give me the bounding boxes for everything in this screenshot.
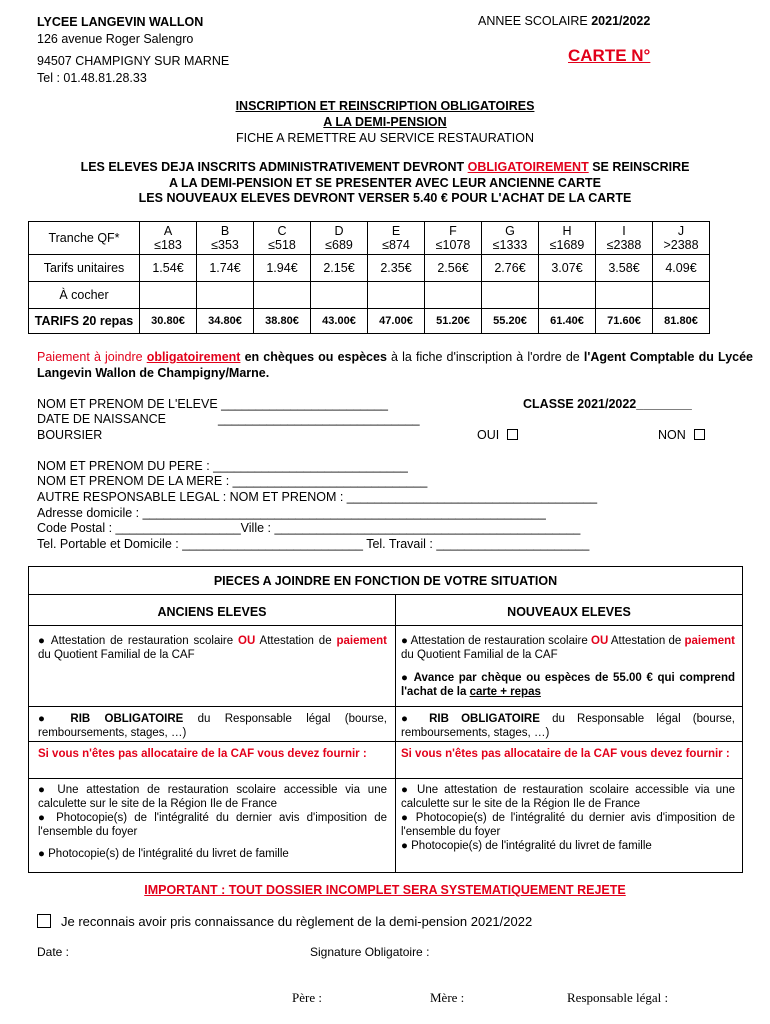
tranche-letter: I bbox=[622, 224, 626, 238]
title-line-3: FICHE A REMETTRE AU SERVICE RESTAURATION bbox=[236, 131, 534, 145]
tarif-unitaire: 4.09€ bbox=[653, 255, 710, 282]
notice-1a: LES ELEVES DEJA INSCRITS ADMINISTRATIVEMENT DEVRONT bbox=[80, 160, 468, 174]
tranche-qf: ≤1333 bbox=[492, 238, 528, 252]
tarif-20-repas: 55.20€ bbox=[482, 309, 539, 334]
signature-label: Signature Obligatoire : bbox=[310, 945, 430, 959]
carte-number: CARTE N° bbox=[568, 46, 651, 65]
attestation-text: du Quotient Familial de la CAF bbox=[38, 649, 195, 661]
ou-label: OU bbox=[591, 635, 609, 647]
tranche-letter: G bbox=[505, 224, 515, 238]
tarif-20-repas: 71.60€ bbox=[596, 309, 653, 334]
tarif-20-repas: 47.00€ bbox=[368, 309, 425, 334]
cocher-cell[interactable] bbox=[311, 282, 368, 309]
tranche-h bbox=[539, 222, 596, 255]
attestation-text: Attestation de bbox=[608, 635, 685, 647]
cocher-cell[interactable] bbox=[197, 282, 254, 309]
tranche-f bbox=[425, 222, 482, 255]
list-item: ● Photocopie(s) de l'intégralité du dernier avis d'imposition de l'ensemble du foyer bbox=[401, 812, 735, 838]
date-label: Date : bbox=[37, 945, 70, 959]
tarif-unitaire: 2.35€ bbox=[368, 255, 425, 282]
acknowledgement[interactable] bbox=[37, 914, 532, 929]
school-year bbox=[478, 14, 650, 28]
tranche-qf: ≤518 bbox=[268, 238, 296, 252]
notice-3: LES NOUVEAUX ELEVES DEVRONT VERSER 5.40 € POUR L'ACHAT DE LA CARTE bbox=[138, 191, 632, 205]
school-year-value: 2021/2022 bbox=[591, 14, 651, 28]
boursier-oui[interactable] bbox=[477, 428, 518, 442]
tarifs-table bbox=[28, 221, 710, 334]
tranche-letter: J bbox=[677, 224, 685, 238]
tarif-unitaire: 2.76€ bbox=[482, 255, 539, 282]
divider bbox=[29, 741, 742, 742]
tarif-20-repas: 61.40€ bbox=[539, 309, 596, 334]
acknowledgement-checkbox[interactable] bbox=[37, 914, 51, 928]
t20-label: TARIFS 20 repas bbox=[29, 309, 140, 334]
anciens-header: ANCIENS ELEVES bbox=[157, 605, 267, 619]
classe-field[interactable]: CLASSE 2021/2022________ bbox=[523, 397, 692, 411]
tranche-e bbox=[368, 222, 425, 255]
form-title bbox=[0, 98, 770, 146]
payment-instructions bbox=[37, 349, 753, 381]
rib-text: du Responsable légal (bourse, remboursements, stages, …) bbox=[401, 713, 735, 739]
payment-text-2: à la fiche d'inscription à l'ordre de bbox=[386, 350, 584, 364]
paiement-label: paiement bbox=[684, 635, 735, 647]
tranche-qf: ≤689 bbox=[325, 238, 353, 252]
ou-label: OU bbox=[238, 635, 256, 647]
payment-mode: en chèques ou espèces bbox=[240, 350, 387, 364]
pieces-title: PIECES A JOINDRE EN FONCTION DE VOTRE SITUATION bbox=[213, 574, 558, 588]
tarif-unitaire: 1.94€ bbox=[254, 255, 311, 282]
tranche-j bbox=[653, 222, 710, 255]
mere-field[interactable]: NOM ET PRENOM DE LA MERE : ____________________________ bbox=[37, 474, 428, 488]
tranche-letter: E bbox=[391, 224, 401, 238]
rib-label: ● RIB OBLIGATOIRE bbox=[401, 713, 540, 725]
list-item: ● Une attestation de restauration scolaire accessible via une calculette sur le site de la Région Ile de France bbox=[38, 784, 387, 810]
tranche-a bbox=[140, 222, 197, 255]
school-city: 94507 CHAMPIGNY SUR MARNE bbox=[37, 54, 230, 68]
payment-payee: l'Agent Comptable du Lycée Langevin Wallon de Champigny/Marne. bbox=[37, 350, 754, 380]
oui-checkbox[interactable] bbox=[507, 429, 518, 440]
tranche-letter: D bbox=[334, 224, 344, 238]
column-divider bbox=[395, 594, 396, 872]
tranche-b bbox=[197, 222, 254, 255]
acknowledgement-text: Je reconnais avoir pris connaissance du règlement de la demi-pension 2021/2022 bbox=[61, 914, 533, 929]
tranche-qf: ≤874 bbox=[382, 238, 410, 252]
code-postal-ville-field[interactable]: Code Postal : __________________Ville : ____________________________________________ bbox=[37, 521, 581, 535]
title-line-1: INSCRIPTION ET REINSCRIPTION OBLIGATOIRES bbox=[235, 99, 535, 113]
anciens-attestation bbox=[38, 634, 387, 662]
nouveaux-header: NOUVEAUX ELEVES bbox=[507, 605, 631, 619]
tranche-i bbox=[596, 222, 653, 255]
telephone-field[interactable]: Tel. Portable et Domicile : __________________________ Tel. Travail : ______________________ bbox=[37, 537, 590, 551]
autre-responsable-field[interactable]: AUTRE RESPONSABLE LEGAL : NOM ET PRENOM : ____________________________________ bbox=[37, 490, 598, 504]
attestation-text: du Quotient Familial de la CAF bbox=[401, 649, 558, 661]
important-warning: IMPORTANT : TOUT DOSSIER INCOMPLET SERA SYSTEMATIQUEMENT REJETE bbox=[144, 883, 626, 897]
nouveaux-rib bbox=[401, 712, 735, 740]
adresse-field[interactable]: Adresse domicile : __________________________________________________________ bbox=[37, 506, 546, 520]
paiement-label: paiement bbox=[336, 635, 387, 647]
tranche-qf: ≤1078 bbox=[435, 238, 471, 252]
school-street: 126 avenue Roger Salengro bbox=[37, 32, 194, 46]
eleve-name-field[interactable]: NOM ET PRENOM DE L'ELEVE ________________________ bbox=[37, 397, 388, 411]
avance-text: ● Avance par chèque ou espèces de 55.00 € qui comprend l'achat de la bbox=[401, 672, 735, 698]
list-item: ● Photocopie(s) de l'intégralité du dernier avis d'imposition de l'ensemble du foyer bbox=[38, 812, 387, 838]
title-line-2: A LA DEMI-PENSION bbox=[323, 115, 447, 129]
tarif-unitaire: 3.58€ bbox=[596, 255, 653, 282]
school-name: LYCEE LANGEVIN WALLON bbox=[37, 15, 204, 29]
divider bbox=[29, 625, 742, 626]
nouveaux-avance bbox=[401, 671, 735, 699]
notice-obligatoirement: OBLIGATOIREMENT bbox=[467, 160, 589, 174]
school-tel: Tel : 01.48.81.28.33 bbox=[37, 71, 147, 85]
tranche-letter: A bbox=[163, 224, 173, 238]
cocher-cell[interactable] bbox=[539, 282, 596, 309]
non-label: NON bbox=[658, 428, 686, 442]
avance-carte-repas: carte + repas bbox=[469, 686, 541, 698]
divider bbox=[29, 594, 742, 595]
pieces-box bbox=[28, 566, 743, 873]
tranche-letter: H bbox=[562, 224, 572, 238]
tranche-c bbox=[254, 222, 311, 255]
signature-mere[interactable]: Mère : bbox=[430, 990, 465, 1005]
payment-text-1: Paiement à joindre bbox=[37, 350, 147, 364]
cocher-cell[interactable] bbox=[254, 282, 311, 309]
cocher-cell[interactable] bbox=[596, 282, 653, 309]
tarif-unitaire: 3.07€ bbox=[539, 255, 596, 282]
cocher-cell[interactable] bbox=[425, 282, 482, 309]
tarif-20-repas: 38.80€ bbox=[254, 309, 311, 334]
list-item: ● Photocopie(s) de l'intégralité du livret de famille bbox=[401, 840, 652, 852]
attestation-text: Attestation de bbox=[255, 635, 337, 647]
nouveaux-caf: Si vous n'êtes pas allocataire de la CAF vous devez fournir : bbox=[401, 748, 730, 760]
divider bbox=[29, 778, 742, 779]
naissance-field[interactable]: _____________________________ bbox=[218, 412, 420, 426]
tranche-qf: ≤2388 bbox=[606, 238, 642, 252]
tranche-d bbox=[311, 222, 368, 255]
tarif-20-repas: 43.00€ bbox=[311, 309, 368, 334]
rib-text: du Responsable légal (bourse, remboursements, stages, …) bbox=[38, 713, 387, 739]
table-row-unit bbox=[29, 255, 710, 282]
non-checkbox[interactable] bbox=[694, 429, 705, 440]
oui-label: OUI bbox=[477, 428, 500, 442]
notice-1c: SE REINSCRIRE bbox=[588, 160, 690, 174]
cocher-label: À cocher bbox=[29, 282, 140, 309]
signature-pere[interactable]: Père : bbox=[292, 990, 322, 1005]
unit-label: Tarifs unitaires bbox=[29, 255, 140, 282]
tranche-letter: B bbox=[220, 224, 230, 238]
school-address bbox=[37, 14, 229, 87]
nouveaux-list bbox=[401, 783, 735, 853]
notice-2: A LA DEMI-PENSION ET SE PRESENTER AVEC LEUR ANCIENNE CARTE bbox=[169, 175, 601, 190]
tarif-20-repas: 30.80€ bbox=[140, 309, 197, 334]
tranche-qf: >2388 bbox=[663, 238, 699, 252]
cocher-cell[interactable] bbox=[482, 282, 539, 309]
boursier-label: BOURSIER bbox=[37, 428, 103, 442]
payment-obligatoirement: obligatoirement bbox=[146, 350, 241, 364]
tranche-qf: ≤353 bbox=[211, 238, 239, 252]
qf-label: Tranche QF* bbox=[29, 222, 140, 255]
boursier-non[interactable] bbox=[658, 428, 705, 442]
tarif-20-repas: 51.20€ bbox=[425, 309, 482, 334]
naissance-label: DATE DE NAISSANCE bbox=[37, 412, 166, 426]
list-item: ● Photocopie(s) de l'intégralité du livret de famille bbox=[38, 848, 289, 860]
tranche-letter: C bbox=[277, 224, 287, 238]
tarif-unitaire: 1.74€ bbox=[197, 255, 254, 282]
school-year-label: ANNEE SCOLAIRE bbox=[478, 14, 592, 28]
attestation-text: ● Attestation de restauration scolaire bbox=[38, 635, 239, 647]
cocher-cell[interactable] bbox=[140, 282, 197, 309]
tarif-unitaire: 2.56€ bbox=[425, 255, 482, 282]
table-row-qf bbox=[29, 222, 710, 255]
tranche-letter: F bbox=[449, 224, 457, 238]
tranche-g bbox=[482, 222, 539, 255]
table-row-cocher bbox=[29, 282, 710, 309]
tarif-20-repas: 34.80€ bbox=[197, 309, 254, 334]
pere-field[interactable]: NOM ET PRENOM DU PERE : ____________________________ bbox=[37, 459, 408, 473]
cocher-cell[interactable] bbox=[368, 282, 425, 309]
attestation-text: ● Attestation de restauration scolaire bbox=[401, 635, 592, 647]
nouveaux-attestation bbox=[401, 634, 735, 662]
tarif-unitaire: 1.54€ bbox=[140, 255, 197, 282]
notice bbox=[0, 160, 770, 207]
tarif-unitaire: 2.15€ bbox=[311, 255, 368, 282]
tranche-qf: ≤1689 bbox=[549, 238, 585, 252]
anciens-rib bbox=[38, 712, 387, 740]
divider bbox=[29, 706, 742, 707]
anciens-caf: Si vous n'êtes pas allocataire de la CAF vous devez fournir : bbox=[38, 748, 367, 760]
table-row-t20 bbox=[29, 309, 710, 334]
cocher-cell[interactable] bbox=[653, 282, 710, 309]
rib-label: ● RIB OBLIGATOIRE bbox=[38, 713, 184, 725]
tranche-qf: ≤183 bbox=[154, 238, 182, 252]
signature-responsable[interactable]: Responsable légal : bbox=[567, 990, 669, 1005]
tarif-20-repas: 81.80€ bbox=[653, 309, 710, 334]
anciens-list bbox=[38, 783, 387, 861]
list-item: ● Une attestation de restauration scolaire accessible via une calculette sur le site de la Région Ile de France bbox=[401, 784, 735, 810]
